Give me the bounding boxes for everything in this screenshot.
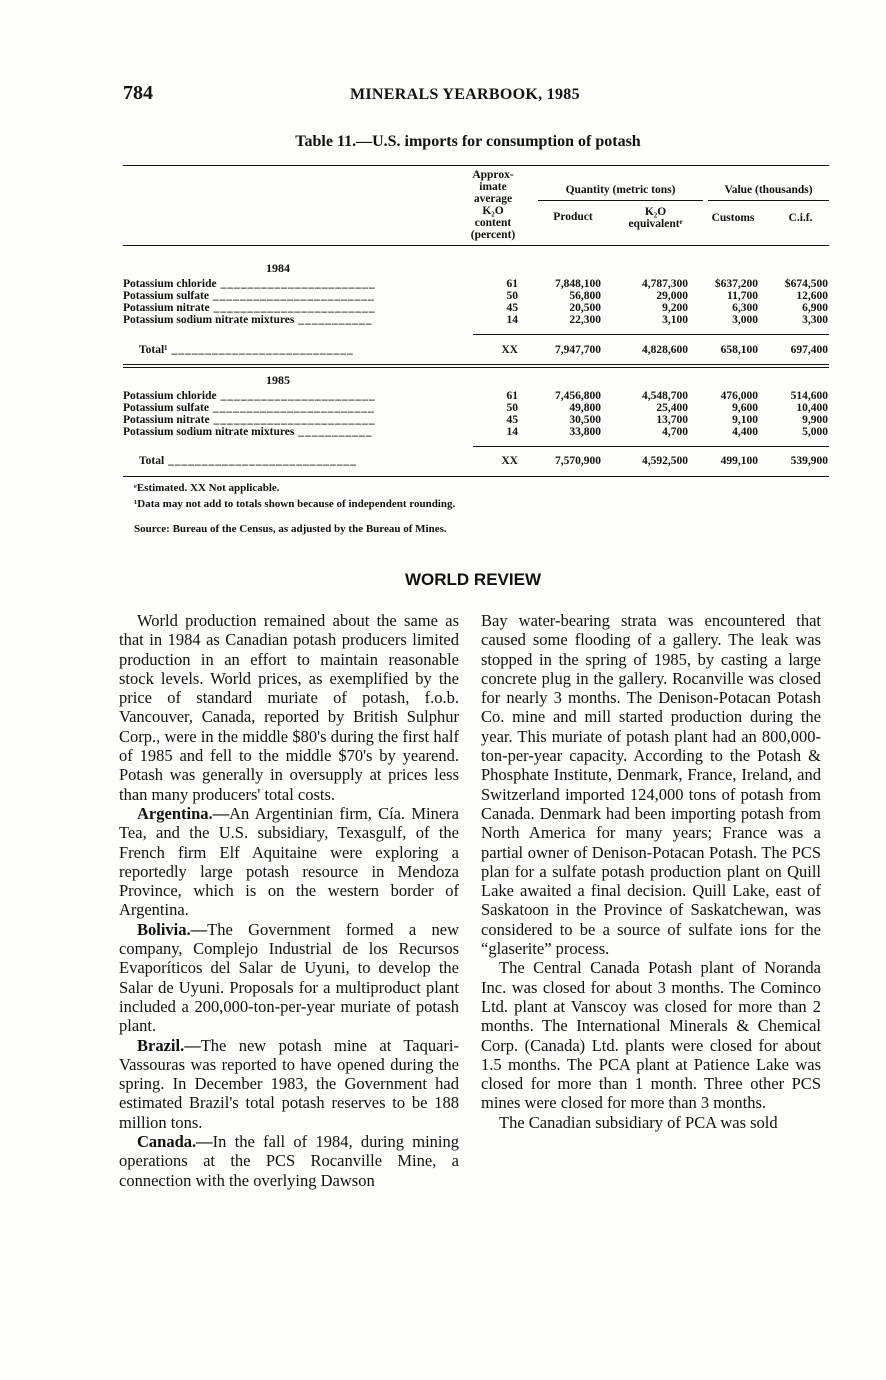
table-row: Potassium nitrate ________________________ 45 30,500 13,700 9,100 9,900 (123, 414, 828, 426)
header-value-group: Value (thousands) (724, 184, 813, 196)
header-k2o-equivalent: K₂O equivalentᵉ (628, 206, 683, 230)
paragraph-pca-sold: The Canadian subsidiary of PCA was sold (499, 1112, 778, 1132)
header-product: Product (553, 211, 593, 223)
paragraph-canada: Canada.—In the fall of 1984, during mining operations at the PCS Rocanville Mine, a connection with the overlying Dawson (119, 1132, 459, 1190)
table-row: Potassium sodium nitrate mixtures ___________ 14 33,800 4,700 4,400 5,000 (123, 426, 828, 438)
header-customs: Customs (711, 212, 755, 224)
table-total-row: Total ____________________________ XX 7,570,900 4,592,500 499,100 539,900 (139, 455, 828, 467)
table-row: Potassium chloride _______________________ 61 7,848,100 4,787,300 $637,200 $674,500 (123, 278, 828, 290)
table-total-row: Total¹ ___________________________ XX 7,947,700 4,828,600 658,100 697,400 (139, 344, 828, 356)
table-row: Potassium sulfate ________________________ 50 49,800 25,400 9,600 10,400 (123, 402, 828, 414)
year-heading-1985: 1985 (266, 373, 290, 387)
table-row: Potassium chloride _______________________ 61 7,456,800 4,548,700 476,000 514,600 (123, 390, 828, 402)
table-source: Source: Bureau of the Census, as adjusted by the Bureau of Mines. (134, 523, 447, 535)
left-column (119, 611, 459, 1190)
table-row: Potassium nitrate ________________________ 45 20,500 9,200 6,300 6,900 (123, 302, 828, 314)
header-cif: C.i.f. (788, 212, 813, 224)
footnote-rounding: ¹Data may not add to totals shown because of independent rounding. (134, 498, 456, 510)
paragraph-bolivia: Bolivia.—The Government formed a new company, Complejo Industrial de los Recursos Evaporíticos del Salar de Uyuni, to develop the Salar de Uyuni. Proposals for a multiproduct plant included a 200,000-ton-per-year muriate of potash plant. (119, 919, 459, 1036)
paragraph-argentina: Argentina.—An Argentinian firm, Cía. Minera Tea, and the U.S. subsidiary, Texasgulf, of the French firm Elf Aquitaine were exploring a reportedly large potash resource in Mendoza Province, which is on the western border of Argentina. (119, 803, 459, 920)
paragraph-world-intro: World production remained about the same as that in 1984 as Canadian potash producers limited production in an effort to maintain reasonable stock levels. World prices, as exemplified by the price of standard muriate of potash, f.o.b. Vancouver, Canada, reported by British Sulphur Corp., were in the middle $80's during the first half of 1985 and fell to the middle $70's by yearend. Potash was generally in oversupply at prices less than many producers' total costs. (119, 611, 459, 804)
header-k2o-content: Approx- imate average K₂O content (percent) (470, 169, 516, 241)
year-heading-1984: 1984 (266, 261, 290, 275)
running-title: MINERALS YEARBOOK, 1985 (350, 86, 580, 103)
footnote-estimated: ᵉEstimated. XX Not applicable. (134, 482, 280, 494)
section-heading-world-review: WORLD REVIEW (405, 570, 541, 589)
right-column (481, 611, 821, 1132)
paragraph-canada-continued: Bay water-bearing strata was encountered that caused some flooding of a gallery. The leak was stopped in the spring of 1985, by casting a large concrete plug in the gallery. Rocanville was closed for nearly 3 months. The Denison-Potacan Potash Co. mine and mill started production during the year. This muriate of potash plant had an 800,000-ton-per-year capacity. According to the Potash & Phosphate Institute, Denmark, France, Ireland, and Switzerland imported 124,000 tons of potash from Canada. Denmark had been importing potash from North America for many years; France was a partial owner of Denison-Potacan Potash. The PCS plan for a sulfate potash production plant on Quill Lake awaited a final decision. Quill Lake, east of Saskatoon in the Province of Saskatchewan, was considered to be a source of sulfate ions for the “glaserite” process. (481, 611, 821, 959)
paragraph-central-canada: The Central Canada Potash plant of Noranda Inc. was closed for about 3 months. The Cominco Ltd. plant at Vanscoy was closed for more than 2 months. The International Minerals & Chemical Corp. (Canada) Ltd. plants were closed for about 1.5 months. The PCA plant at Patience Lake was closed for more than 1 month. Three other PCS mines were closed for more than 3 months. (481, 958, 821, 1113)
page-number: 784 (123, 82, 153, 104)
table-row: Potassium sodium nitrate mixtures ___________ 14 22,300 3,100 3,000 3,300 (123, 314, 828, 326)
header-quantity-group: Quantity (metric tons) (565, 184, 676, 196)
paragraph-brazil: Brazil.—The new potash mine at Taquari-Vassouras was reported to have opened during the spring. In December 1983, the Government had estimated Brazil's total potash reserves to be 188 million tons. (119, 1035, 459, 1132)
table-row: Potassium sulfate ________________________ 50 56,800 29,000 11,700 12,600 (123, 290, 828, 302)
table-title: Table 11.—U.S. imports for consumption of potash (295, 133, 641, 150)
